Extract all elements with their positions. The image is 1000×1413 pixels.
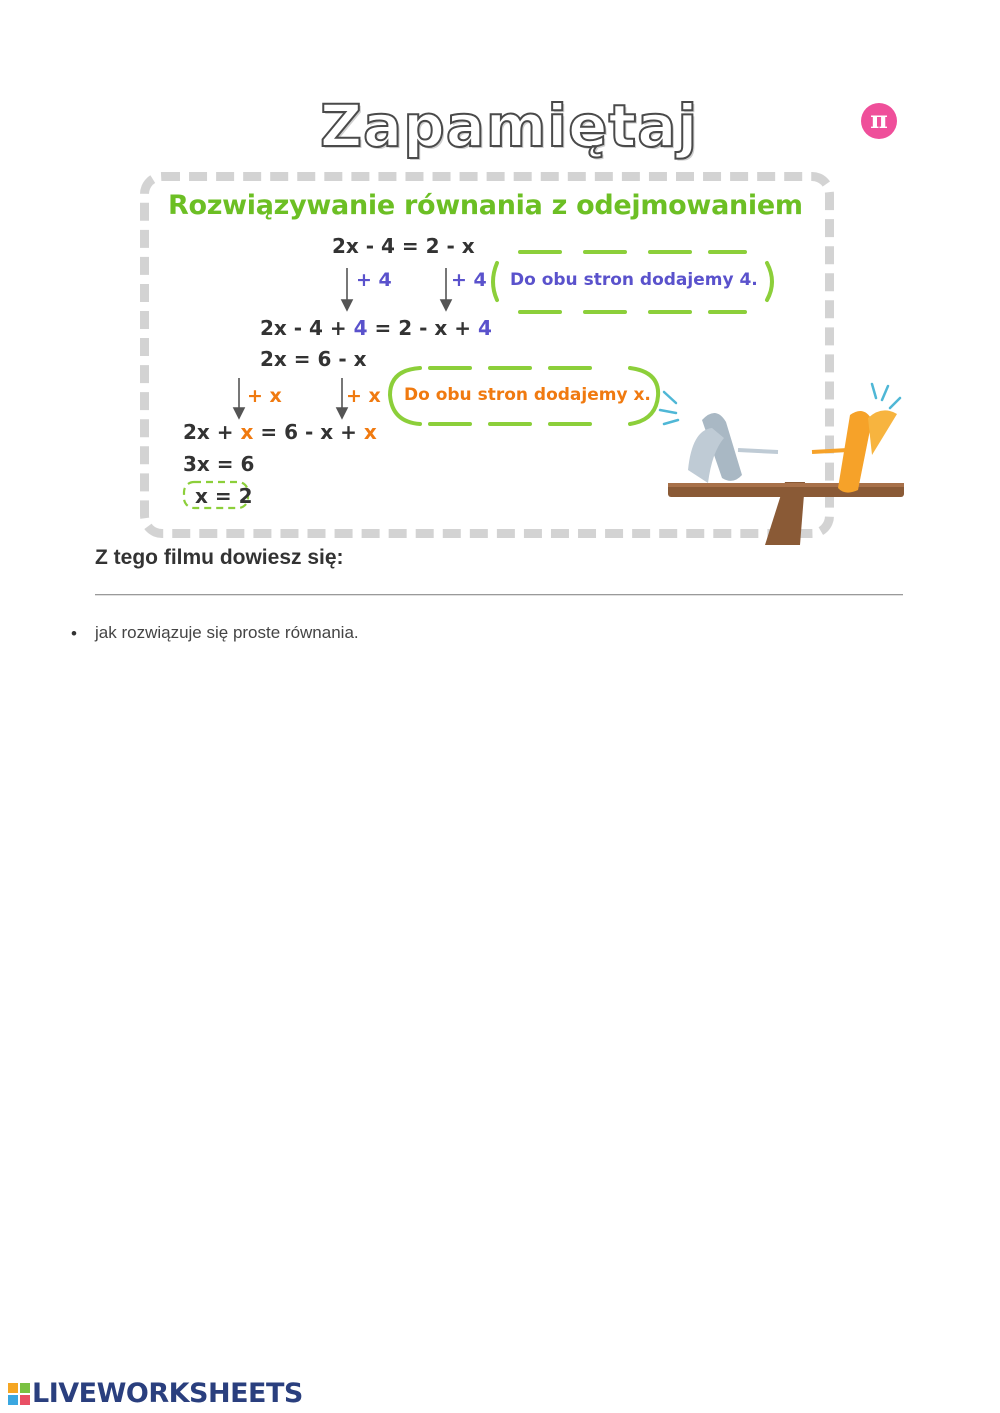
- pi-badge-icon: π: [861, 103, 897, 139]
- equation-step-1: 2x - 4 = 2 - x: [332, 234, 475, 258]
- equation-part: 2x +: [183, 420, 241, 444]
- equation-step-3: 2x = 6 - x: [260, 347, 367, 371]
- note-add-x: Do obu stron dodajemy x.: [404, 385, 651, 405]
- equation-step-2: [260, 316, 492, 340]
- infographic-decorations: [0, 0, 1000, 560]
- list-item: jak rozwiązuje się proste równania.: [95, 623, 359, 642]
- equation-part: = 6 - x +: [253, 420, 364, 444]
- page-title: Zapamiętaj: [320, 92, 699, 160]
- operation-label-right-2: + x: [346, 385, 381, 407]
- equation-highlight: 4: [478, 316, 492, 340]
- equation-step-4: [183, 420, 377, 444]
- seesaw-illustration: [660, 384, 904, 545]
- infographic-subtitle: Rozwiązywanie równania z odejmowaniem: [168, 190, 803, 221]
- liveworksheets-logo[interactable]: LIVEWORKSHEETS: [32, 1378, 303, 1409]
- liveworksheets-logo-icon: [8, 1383, 30, 1405]
- equation-step-5: 3x = 6: [183, 452, 255, 476]
- operation-label-right-1: + 4: [451, 269, 487, 291]
- equation-highlight: x: [363, 420, 377, 444]
- note-add-four: Do obu stron dodajemy 4.: [510, 270, 758, 290]
- equation-answer: x = 2: [195, 484, 253, 508]
- section-heading: Z tego filmu dowiesz się:: [95, 546, 344, 569]
- equation-part: = 2 - x +: [367, 316, 478, 340]
- operation-label-left-2: + x: [247, 385, 282, 407]
- equation-highlight: 4: [353, 316, 368, 340]
- equation-highlight: x: [240, 420, 254, 444]
- bullet-icon: •: [71, 624, 77, 643]
- divider: [95, 594, 903, 596]
- operation-label-left-1: + 4: [356, 269, 392, 291]
- equation-part: 2x - 4 +: [260, 316, 354, 340]
